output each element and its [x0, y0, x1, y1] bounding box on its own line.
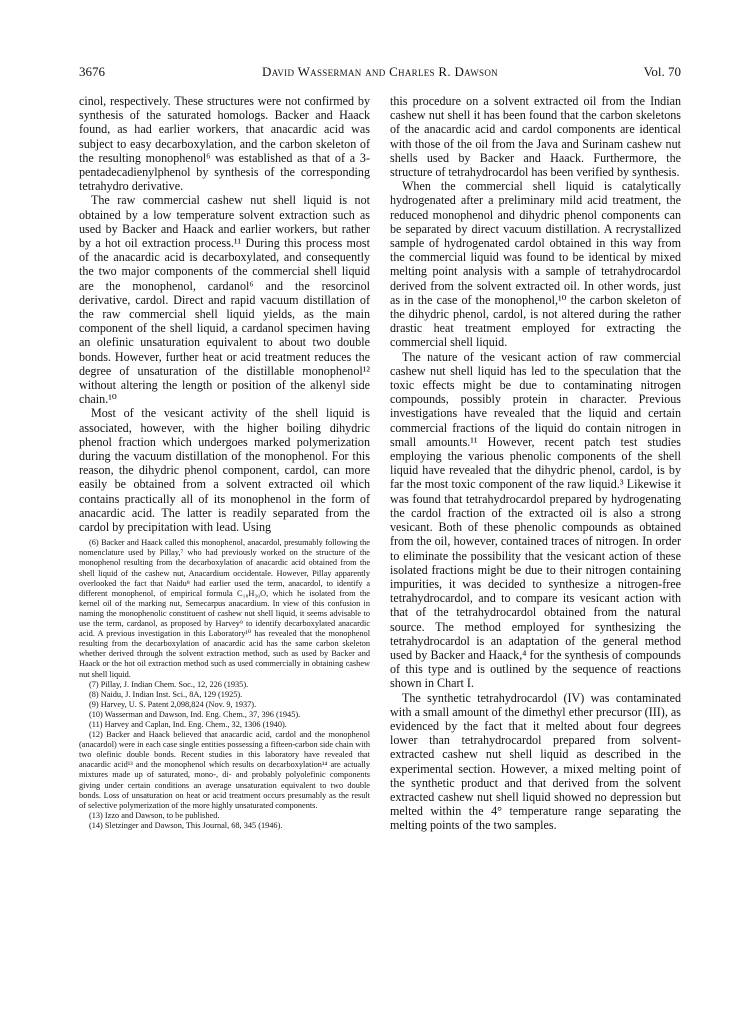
footnote: (11) Harvey and Caplan, Ind. Eng. Chem., 32, 1306 (1940).	[89, 719, 287, 729]
body-paragraph: The synthetic tetrahydrocardol (IV) was contaminated with a small amount of the dimethyl ether precursor (III), as evidenced by the fact that it melted about four degrees lower than tetrahydrocardol prepared from solvent-extracted cashew nut shell liquid as described in the experimental section. However, a mixed melting point of the synthetic product and that derived from the solvent extracted cashew nut shell liquid showed no depression but melted within the 4° temperature range separating the melting points of the two samples.	[390, 690, 681, 833]
footnote: (12) Backer and Haack believed that anacardic acid, cardol and the monophenol (anacardol) were in each case single entities possessing a fifteen-carbon side chain with two olefinic double bonds. Recent studies in this laboratory have revealed that anacardic acid¹³ and the monophenol which results on decarboxylation¹⁴ are actually mixtures made up of saturated, mono-, di- and probably polyolefinic components giving under certain conditions an average unsaturation equivalent to two double bonds. Loss of unsaturation on heat or acid treatment occurs presumably as the result of selective polymerization of the more highly unsaturated components.	[79, 730, 370, 810]
footnote: (9) Harvey, U. S. Patent 2,098,824 (Nov. 9, 1937).	[89, 699, 257, 709]
footnote: (6) Backer and Haack called this monophenol, anacardol, presumably following the nomenclature used by Pillay,⁷ who had previously worked on the structure of the monophenol resulting from the decarboxylation of anacardic acid obtained from the shell liquid of the cashew nut, Anacardium occidentale. However, Pillay apparently overlooked the fact that Naidu⁸ had earlier used the term, anacardol, to identify a different monophenol, of empirical formula C₁₈H₃₀O, which he isolated from the kernel oil of the marking nut, Semecarpus anacardium. In view of this confusion in naming the monophenolic constituent of cashew nut shell liquid, it seems advisable to use the term, cardanol, as proposed by Harvey⁹ to identify decarboxylated anacardic acid. A previous investigation in this Laboratory¹⁰ has revealed that the monophenol resulting from the decarboxylation of anacardic acid has the same carbon skeleton whether derived through the solvent extraction method, such as used by Backer and Haack or the hot oil extraction method such as used commercially in obtaining cashew nut shell liquid.	[79, 538, 370, 679]
running-head-authors: David Wasserman and Charles R. Dawson	[262, 64, 498, 79]
right-column	[390, 94, 681, 833]
body-paragraph: The nature of the vesicant action of raw commercial cashew nut shell liquid has led to the speculation that the toxic effects might be due to contaminating nitrogen compounds, possibly protein in character. Previous investigations have revealed that the liquid and certain commercial fractions of the liquid do contain nitrogen in small amounts.¹¹ However, recent patch test studies employing the various phenolic components of the shell liquid have revealed that the dihydric phenol, cardol, is by far the most toxic component of the raw liquid.³ Likewise it was found that tetrahydrocardol prepared by hydrogenating the cardol fraction of the extracted oil is also a strong vesicant. Both of these phenolic compounds as obtained from the oil, however, contained traces of nitrogen. In order to eliminate the possibility that the vesicant action of these isolated fractions might be due to their nitrogen containing impurities, it was decided to synthesize a nitrogen-free tetrahydrocardol, and to compare its vesicant action with that of the tetrahydrocardol obtained from the natural source. The method employed for synthesizing the tetrahydrocardol is an adaptation of the general method used by Backer and Haack,⁴ for the synthesis of compounds of this type and is outlined by the sequence of reactions shown in Chart I.	[390, 349, 681, 691]
body-paragraph: cinol, respectively. These structures were not confirmed by synthesis of the saturated homologs. Backer and Haack found, as had earlier workers, that anacardic acid was subject to easy decarboxylation, and the carbon skeleton of the resulting monophenol⁶ was established as that of a 3-pentadecadienylphenol by synthesis of the corresponding tetrahydro derivative.	[79, 94, 370, 194]
body-paragraph: Most of the vesicant activity of the shell liquid is associated, however, with the higher boiling dihydric phenol fraction which undergoes marked polymerization during the vacuum distillation of the monophenol. For this reason, the dihydric phenol component, cardol, can more easily be obtained from a solvent extracted oil which contains practically all of its monophenol in the form of anacardic acid. The latter is readily separated from the cardol by precipitation with lead. Using	[79, 406, 370, 535]
running-header	[79, 64, 681, 82]
body-paragraph: this procedure on a solvent extracted oil from the Indian cashew nut shell it has been found that the carbon skeletons of the anacardic acid and cardol components are identical with those of the oil from the Java and Surinam cashew nut shells used by Backer and Haack. Furthermore, the structure of tetrahydrocardol has been verified by synthesis.	[390, 94, 681, 180]
footnote: (13) Izzo and Dawson, to be published.	[89, 810, 220, 820]
footnote: (7) Pillay, J. Indian Chem. Soc., 12, 226 (1935).	[89, 679, 249, 689]
footnote: (8) Naidu, J. Indian Inst. Sci., 8A, 129 (1925).	[89, 689, 243, 699]
footnote: (10) Wasserman and Dawson, Ind. Eng. Chem., 37, 396 (1945).	[89, 709, 301, 719]
footnotes	[79, 538, 370, 831]
body-paragraph: When the commercial shell liquid is catalytically hydrogenated after a preliminary mild acid treatment, the reduced monophenol and dihydric phenol components can be separated by direct vacuum distillation. A recrystallized sample of hydrogenated cardol obtained in this way from the commercial liquid was found to be identical by mixed melting point analysis with a sample of tetrahydrocardol derived from the solvent extracted oil. In other words, just as in the case of the monophenol,¹⁰ the carbon skeleton of the dihydric phenol, cardol, is not altered during the rather drastic heat treatment employed for extracting the commercial shell liquid.	[390, 179, 681, 350]
page-number: 3676	[79, 64, 105, 79]
volume-label: Vol. 70	[643, 64, 681, 79]
left-column	[79, 94, 370, 831]
footnote: (14) Sletzinger and Dawson, This Journal, 68, 345 (1946).	[89, 820, 283, 830]
body-paragraph: The raw commercial cashew nut shell liquid is not obtained by a low temperature solvent extraction such as used by Backer and Haack and earlier workers, but rather by a hot oil extraction process.¹¹ During this process most of the anacardic acid is decarboxylated, and consequently the two major components of the commercial shell liquid are the monophenol, cardanol⁶ and the resorcinol derivative, cardol. Direct and rapid vacuum distillation of the raw commercial shell liquid yields, as the main component of the shell liquid, a cardanol specimen having an olefinic unsaturation equivalent to about two double bonds. However, further heat or acid treatment reduces the degree of unsaturation of the distillable monophenol¹² without altering the length or position of the alkenyl side chain.¹⁰	[79, 193, 370, 407]
